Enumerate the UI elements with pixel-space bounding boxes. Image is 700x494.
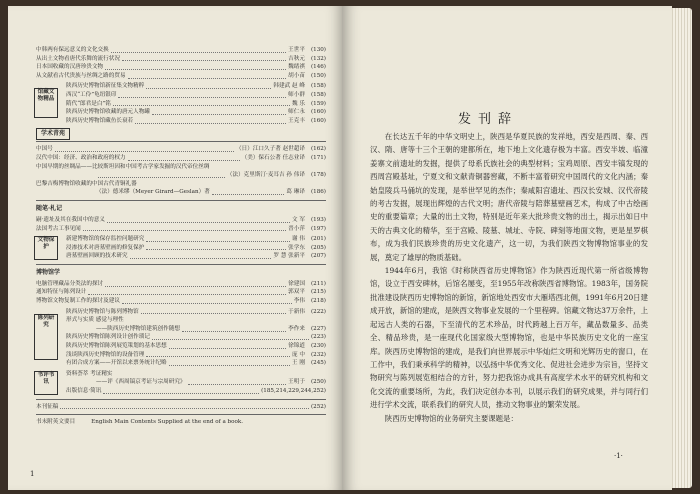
toc-entry: 汉代中国：经济、政治和政府的权力 （美）保石公著 任志业译 (171) xyxy=(36,154,326,161)
toc-group-5 xyxy=(36,235,326,261)
right-page-number: ·1· xyxy=(614,452,623,460)
section-heading-academic: 学术青苑 xyxy=(36,128,326,138)
preface-paragraph: 在长达五千年的中华文明史上，陕西是华夏民族的发祥地，西安是西周、秦、西汉、隋、唐等十三个王朝的建都所在，地下地上文化遗存极为丰富。西安半坡、临潼姜寨文前遗址的发掘，提供了母系氏族社会的典型材料；宝鸡周原、西安丰镐发现的西周宫殿基址，宁夏文和文献青铜器窖藏，不断丰富着研究中国周代的文化内涵；秦始皇陵兵马俑坑的发现，是举世罕见的杰作；秦咸阳宫遗址、西汉长安城、汉代帝陵的考古发掘，展现出辉煌的古代文明；唐代帝陵与陪葬墓壁画艺术，构成了中古绘画史的重要篇章；大量的出土文物，特别是近年来大批珍贵文物的出土，揭示出如日中天的古典文化的精华，至于宫殿、陵墓、城址、寺院、碑刻等地面文物，更是星罗棋布，成为我们民族珍贵的历史文化遗产，这一切，为我们陕西文物博物馆事业的发展，奠定了雄厚的物质基础。 xyxy=(370,132,648,262)
toc-group-2 xyxy=(36,82,326,125)
contents-page xyxy=(8,6,343,490)
preface-body xyxy=(370,130,648,425)
toc-entry: 陕西历史博物馆收藏的唐元人物罐 师仁永 (160) xyxy=(66,109,326,116)
page-edges xyxy=(672,8,692,488)
toc-entry: 巴黎吉梅博物馆收藏的中国古代青铜礼器 xyxy=(36,180,137,187)
toc-entry: 陕西历史博物馆藏鱼长衰若 王克丰 (160) xyxy=(66,117,326,124)
toc-entry: 从出土文物看唐代乐舞的流行状况 吉秋元 (132) xyxy=(36,55,326,62)
toc-group-3 xyxy=(36,145,326,197)
toc-footer-entry: 本刊征稿 (252) xyxy=(36,403,326,410)
toc-entry: 出版信息·简讯 (185,214,229,244,252) xyxy=(66,388,326,394)
book-spread xyxy=(8,6,692,490)
preface-paragraph: 陕西历史博物馆的业务研究主要课题是： xyxy=(384,413,518,423)
preface-paragraph: 1944年6月，我馆《时称陕西省历史博物馆》作为陕西近现代第一所省级博物馆，设立于西安碑林，后馆名屡变，至1955年改称陕西省博物馆。1983年，国务院批准建设陕西历史博物馆的新馆，新馆地处西安市大雁塔西北侧，1991年6月20日建成开放，新馆的建成，是陕西文物事业发展的一个里程碑。馆藏文物达37万余件，上起远古人类的石器，下至清代的艺术珍品，时代跨越上百万年，藏品数量多、品类全、精品珍贵，是一座现代化国家级大型博物馆，也是中华民族历史文化的一座宝库。陕西历史博物馆的建成，是我们向世界展示中华灿烂文明和光辉历史的窗口，在工作中，我们秉承科学的精神，以弘扬中华优秀文化、促进社会进步为宗旨，坚持文物研究与陈列展览相结合的方针，努力把我馆办成具有高度学术水平的研究机构和文化交流的重要场所，为此，我们决定创办本刊，以展示我们的研究成果，并与同行们进行学术交流，联系我们的研究人员，推动文物事业的繁荣发展。 xyxy=(370,266,648,410)
toc-entry: 浸渗技术对唐墓壁画的修复保护 张学东 (205) xyxy=(66,244,326,251)
display-box-label: 陈列研究 xyxy=(34,314,58,360)
toc-entry: 浅谈陕西历史博物馆的设备管理 庞 中 (232) xyxy=(66,351,326,358)
toc-entry: 陕西历史博物馆陈列设计创作琐记 (223) xyxy=(66,334,326,341)
toc-entry: 陕西历史博物馆与陈列博物馆 于新伟 (222) xyxy=(66,308,326,315)
toc-entry: ——评《西周镐京考证与宗周研究》 王明于 (250) xyxy=(96,379,326,386)
toc-group-7 xyxy=(36,308,326,368)
toc-entry: 陕西历史博物馆新征集文物精粹 韩建武 赵 峰 (158) xyxy=(66,83,326,90)
toc-entry: 从文献看古代贵族与丝绸之路的贸易 胡小苗 (150) xyxy=(36,72,326,79)
toc-entry: 新建博物馆的保存监控问题研究 谢 伟 (201) xyxy=(66,236,326,243)
toc-group-1 xyxy=(36,46,326,80)
toc-entry: 中韩两有保远意义的文化交换 王世平 (130) xyxy=(36,47,326,53)
preface-title: 发刊辞 xyxy=(458,112,519,127)
left-page-number: 1 xyxy=(30,470,35,478)
toc-entry: （法）德米缪（Meyer Girard—Geslan）著 葛 琳译 (186) xyxy=(96,189,326,196)
toc-entry: 隋代“郎君是白”铭 魏 乐 (159) xyxy=(66,100,326,107)
toc-entry: 有团合成方案——开馆以来票务统计纪略 王 刚 (245) xyxy=(66,360,326,367)
toc-entry: 中国号 （日）江口久子著 赵世超译 (162) xyxy=(36,146,326,153)
toc-entry: 资料荟萃 考证精实 xyxy=(66,370,113,377)
collection-box-label: 馆藏文物精品 xyxy=(34,88,58,118)
toc-group-4 xyxy=(36,216,326,233)
preface-page xyxy=(342,6,672,490)
toc-entry: 陕西历史博物馆陈列展览策划的基本思想 徐锦道 (230) xyxy=(66,343,326,350)
toc-entry: 法国考古工事见闻 晋小萍 (197) xyxy=(36,225,326,232)
toc-entry: 博物馆文物复制工作的探讨及建议 李伟 (218) xyxy=(36,298,326,305)
toc-group-6 xyxy=(36,280,326,306)
toc-entry: ——陕西历史博物馆建筑创作随想 李作来 (227) xyxy=(96,325,326,332)
toc-entry: 日本国收藏的汉唐珍贵文物 魏绪祺 (146) xyxy=(36,64,326,71)
toc-entry: 嗣·遗址及其在我国中的意义 文 军 (193) xyxy=(36,216,326,223)
table-of-contents xyxy=(36,46,326,427)
toc-entry: 中国早期的丝绸品——比较斯坦因和中国考古学家发掘的汉代帝位丝绸 xyxy=(36,163,210,170)
toc-entry: （法）克里斯汀·麦耳吉 孙 伟译 (178) xyxy=(36,171,326,180)
section-heading-notes: 随笔·札记 xyxy=(36,204,63,212)
review-box-label: 书评书讯 xyxy=(34,371,58,395)
toc-entry: 西汉“工伶”龟纽银印 师小群 (158) xyxy=(66,91,326,98)
toc-entry: 唐墓壁画回顾的技术研究 罗 慧 张新平 (207) xyxy=(66,253,326,260)
english-contents-note: 书末附英文要目 English Main Contents Supplied at the end of a book. xyxy=(36,419,244,426)
toc-entry: 通知特征与陈列设计 郭双平 (215) xyxy=(36,289,326,296)
section-heading-museum: 博物馆学 xyxy=(36,268,61,276)
toc-entry: 电脑管理藏品分类法的探讨 徐建国 (211) xyxy=(36,280,326,287)
toc-entry: 形式与实质 感觉与理性 xyxy=(66,317,124,324)
conservation-box-label: 文物保护 xyxy=(34,236,58,260)
toc-group-8 xyxy=(36,370,326,396)
